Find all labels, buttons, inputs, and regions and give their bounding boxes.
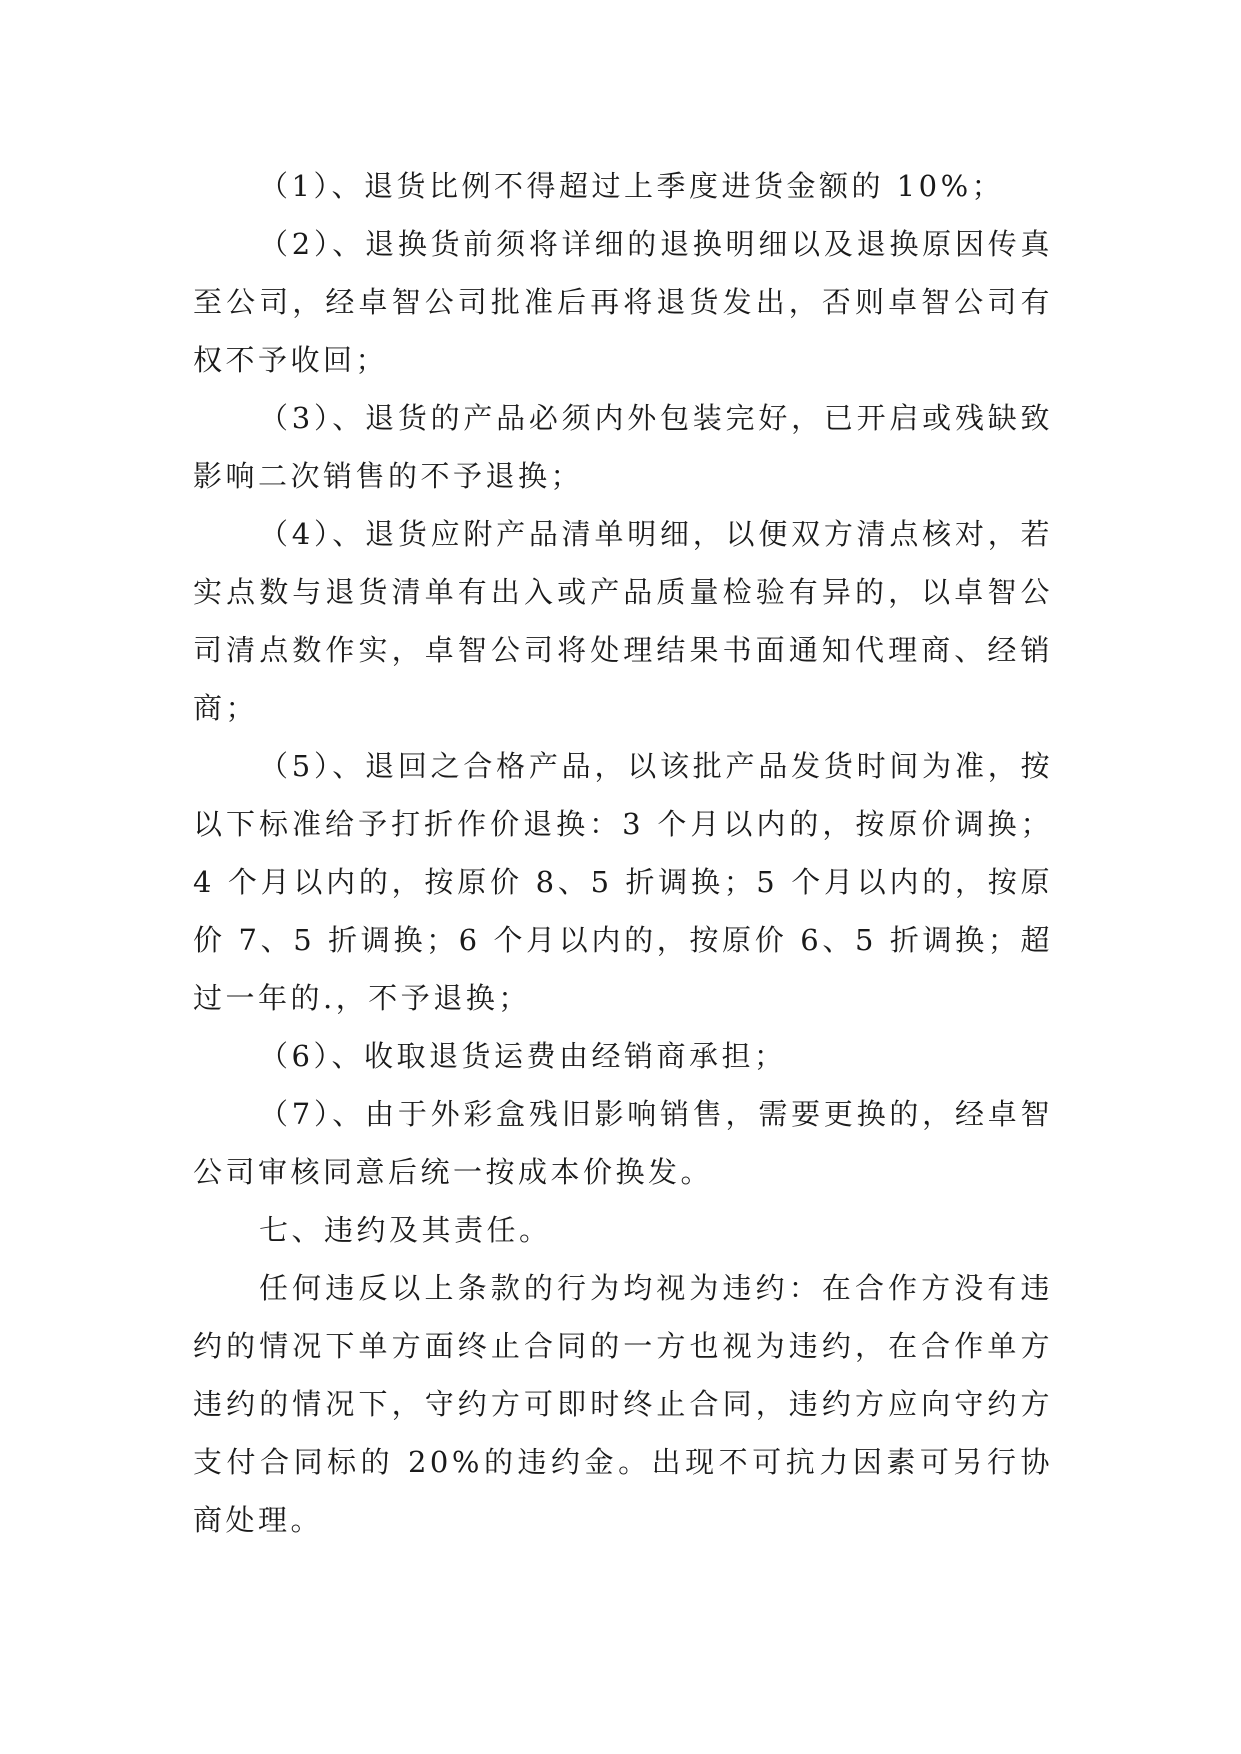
- clause-return-packaging: （3）、退货的产品必须内外包装完好，已开启或残缺致影响二次销售的不予退换；: [193, 401, 1053, 493]
- clause-return-ratio: （1）、退货比例不得超过上季度进货金额的 10%；: [259, 169, 1005, 203]
- clause-box-replacement: （7）、由于外彩盒残旧影响销售，需要更换的，经卓智公司审核同意后统一按成本价换发。: [193, 1097, 1053, 1189]
- section-heading-breach: 七、违约及其责任。: [259, 1213, 552, 1247]
- clause-return-freight: （6）、收取退货运费由经销商承担；: [259, 1039, 787, 1073]
- clause-return-discount: （5）、退回之合格产品，以该批产品发货时间为准，按以下标准给予打折作价退换：3 个月以内的，按原价调换；4 个月以内的，按原价 8、5 折调换；5 个月以内的，按原价 7、5 折调换；6 个月以内的，按原价 6、5 折调换；超过一年的.，不予退换；: [193, 749, 1053, 1015]
- clause-return-approval: （2）、退换货前须将详细的退换明细以及退换原因传真至公司，经卓智公司批准后再将退货发出，否则卓智公司有权不予收回；: [193, 227, 1053, 377]
- clause-return-checklist: （4）、退货应附产品清单明细，以便双方清点核对，若实点数与退货清单有出入或产品质量检验有异的，以卓智公司清点数作实，卓智公司将处理结果书面通知代理商、经销商；: [193, 517, 1053, 725]
- document-body: [193, 157, 1053, 1549]
- clause-breach-liability: 任何违反以上条款的行为均视为违约：在合作方没有违约的情况下单方面终止合同的一方也视为违约，在合作单方违约的情况下，守约方可即时终止合同，违约方应向守约方支付合同标的 20%的违约金。出现不可抗力因素可另行协商处理。: [193, 1271, 1053, 1537]
